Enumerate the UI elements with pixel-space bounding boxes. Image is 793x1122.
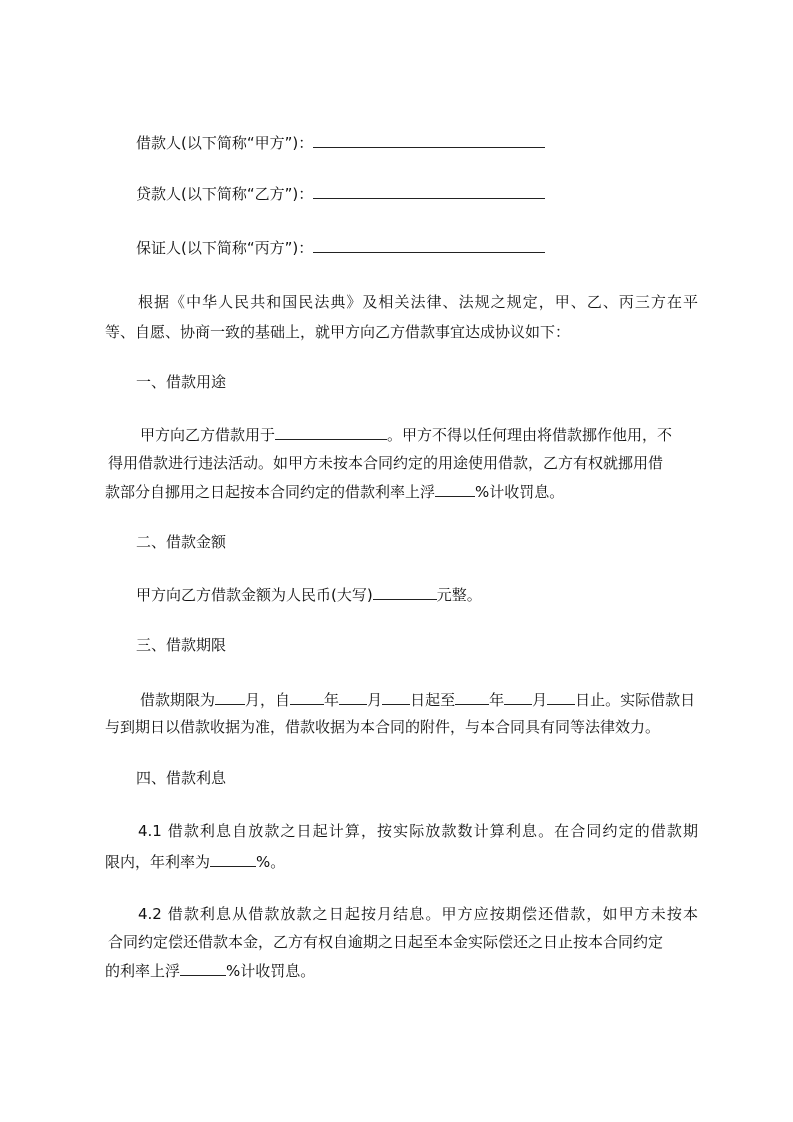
purpose-text-c: 款部分自挪用之日起按本合同约定的借款利率上浮	[105, 483, 436, 501]
purpose-line-3	[105, 481, 564, 502]
start-day-blank[interactable]	[382, 689, 410, 705]
purpose-line-1	[140, 424, 672, 445]
overdue-rate-blank[interactable]	[180, 960, 226, 976]
annual-rate-unit: %。	[256, 853, 286, 871]
end-day-label: 日止	[575, 691, 606, 709]
purpose-text-b: 。甲方不得以任何理由将借款挪作他用，不	[387, 426, 673, 444]
term-from-label: ，自	[260, 691, 291, 709]
guarantor-line	[136, 237, 545, 258]
section-interest-title: 四、借款利息	[136, 769, 227, 787]
borrower-line	[136, 132, 545, 153]
term-line-1	[140, 689, 695, 710]
interest-p2-line-2: 合同约定偿还借款本金，乙方有权自逾期之日起至本金实际偿还之日止按本合同约定	[108, 933, 664, 951]
purpose-text-a: 甲方向乙方借款用于	[140, 426, 276, 444]
preamble-line-1: 根据《中华人民共和国民法典》及相关法律、法规之规定，甲、乙、丙三方在平	[138, 293, 698, 311]
amount-text-b: 元整。	[436, 586, 482, 604]
purpose-line-2: 得用借款进行违法活动。如甲方未按本合同约定的用途使用借款，乙方有权就挪用借	[108, 454, 664, 472]
term-month-label: 月	[245, 691, 261, 709]
term-line-2: 与到期日以借款收据为准，借款收据为本合同的附件，与本合同具有同等法律效力。	[105, 718, 661, 736]
amount-blank[interactable]	[373, 584, 437, 600]
end-month-label: 月	[532, 691, 548, 709]
borrower-label: 借款人(以下简称“甲方”)：	[136, 134, 314, 152]
end-year-label: 年	[489, 691, 505, 709]
term-tail: 。实际借款日	[605, 691, 696, 709]
start-year-label: 年	[324, 691, 340, 709]
end-month-blank[interactable]	[504, 689, 532, 705]
term-months-blank[interactable]	[215, 689, 245, 705]
overdue-rate-unit: %计收罚息。	[226, 962, 316, 980]
start-day-label: 日起至	[410, 691, 456, 709]
interest-p1-line-2	[105, 851, 285, 872]
start-year-blank[interactable]	[290, 689, 324, 705]
overdue-rate-text: 的利率上浮	[105, 962, 181, 980]
section-purpose-title: 一、借款用途	[136, 373, 227, 391]
section-term-title: 三、借款期限	[136, 636, 227, 654]
amount-text-a: 甲方向乙方借款金额为人民币(大写)	[136, 586, 373, 604]
end-year-blank[interactable]	[455, 689, 489, 705]
guarantor-blank[interactable]	[313, 237, 545, 253]
annual-rate-blank[interactable]	[210, 851, 256, 867]
interest-p2-line-1: 4.2 借款利息从借款放款之日起按月结息。甲方应按期偿还借款，如甲方未按本	[138, 905, 698, 923]
lender-label: 贷款人(以下简称“乙方”)：	[136, 185, 314, 203]
purpose-blank[interactable]	[275, 424, 387, 440]
end-day-blank[interactable]	[547, 689, 575, 705]
preamble-line-2: 等、自愿、协商一致的基础上，就甲方向乙方借款事宜达成协议如下：	[105, 323, 571, 341]
term-text-a: 借款期限为	[140, 691, 216, 709]
guarantor-label: 保证人(以下简称“丙方”)：	[136, 239, 314, 257]
lender-line	[136, 183, 545, 204]
amount-line-1	[136, 584, 482, 605]
penalty-rate-blank[interactable]	[435, 481, 475, 497]
purpose-text-d: %计收罚息。	[475, 483, 565, 501]
section-amount-title: 二、借款金额	[136, 533, 227, 551]
lender-blank[interactable]	[313, 183, 545, 199]
interest-p1-line-1: 4.1 借款利息自放款之日起计算，按实际放款数计算利息。在合同约定的借款期	[138, 822, 698, 840]
borrower-blank[interactable]	[313, 132, 545, 148]
interest-p2-line-3	[105, 960, 315, 981]
start-month-blank[interactable]	[339, 689, 367, 705]
start-month-label: 月	[367, 691, 383, 709]
annual-rate-text: 限内，年利率为	[105, 853, 211, 871]
